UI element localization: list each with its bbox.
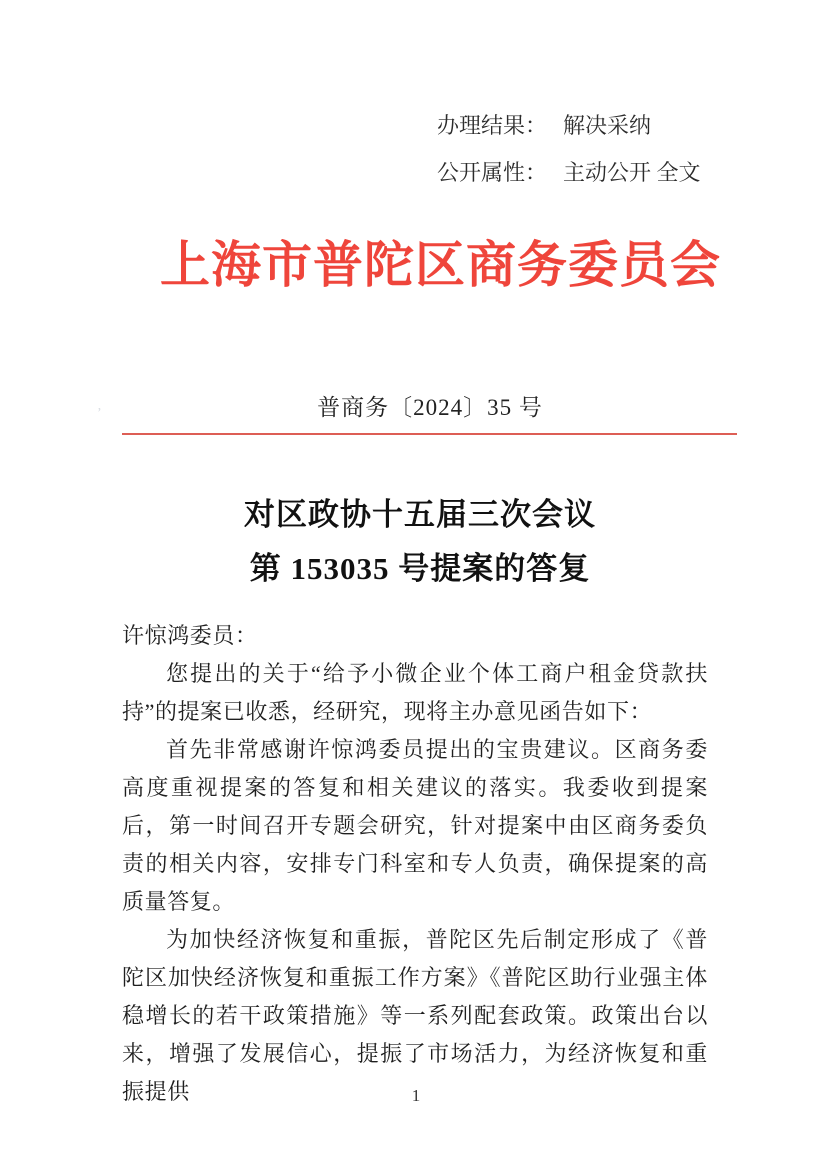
disclosure-row <box>437 161 701 185</box>
red-divider-rule <box>122 433 737 435</box>
processing-result-label: 办理结果： <box>437 113 548 138</box>
disclosure-label: 公开属性： <box>437 160 548 185</box>
salutation: 许惊鸿委员： <box>122 623 258 648</box>
document-number: 普商务〔2024〕35 号 <box>317 395 543 420</box>
processing-result-value: 解决采纳 <box>563 113 652 138</box>
page-number: 1 <box>411 1086 421 1105</box>
agency-masthead: 上海市普陀区商务委员会 <box>160 237 721 293</box>
body-paragraph-1: 您提出的关于“给予小微企业个体工商户租金贷款扶持”的提案已收悉，经研究，现将主办意见函告如下： <box>122 661 708 724</box>
document-title-line1: 对区政协十五届三次会议 <box>244 497 596 532</box>
document-title-line2: 第 153035 号提案的答复 <box>249 551 591 586</box>
scan-artifact-mark: ’ <box>97 406 102 421</box>
document-title <box>0 496 826 604</box>
body-paragraph-2: 首先非常感谢许惊鸿委员提出的宝贵建议。区商务委高度重视提案的答复和相关建议的落实。我委收到提案后，第一时间召开专题会研究，针对提案中由区商务委负责的相关内容，安排专门科室和专人负责，确保提案的高质量答复。 <box>122 737 708 914</box>
processing-result-row <box>437 114 701 138</box>
document-body <box>122 617 708 1111</box>
meta-block <box>437 114 701 208</box>
body-paragraph-3: 为加快经济恢复和重振，普陀区先后制定形成了《普陀区加快经济恢复和重振工作方案》《普陀区助行业强主体稳增长的若干政策措施》等一系列配套政策。政策出台以来，增强了发展信心，提振了市场活力，为经济恢复和重振提供 <box>122 927 708 1104</box>
disclosure-value: 主动公开 全文 <box>563 160 701 185</box>
